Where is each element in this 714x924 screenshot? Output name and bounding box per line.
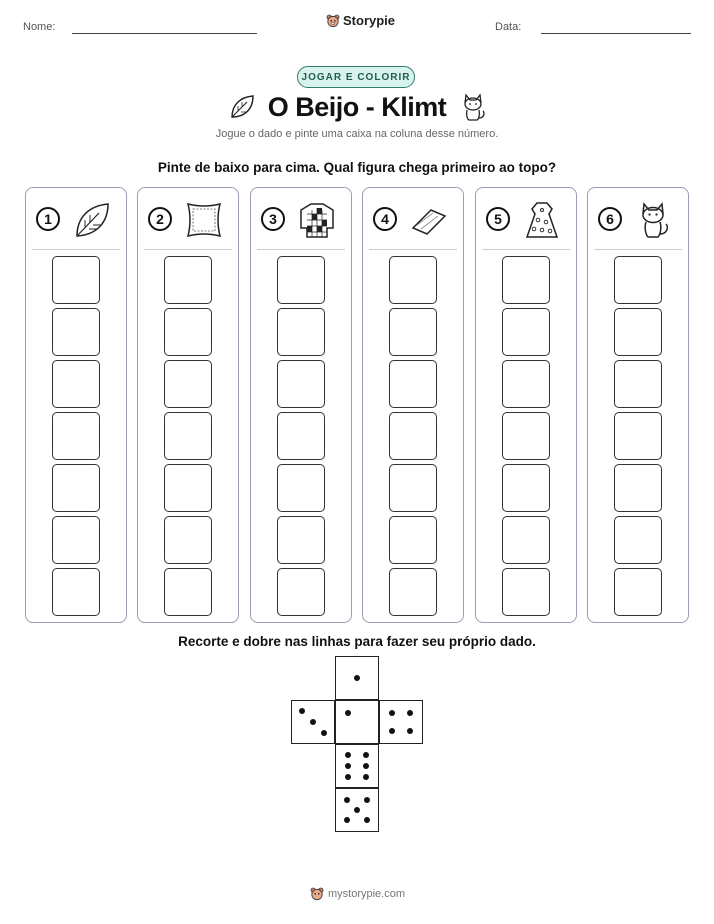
color-box[interactable]	[614, 516, 662, 564]
bear-icon	[326, 14, 340, 28]
column-number: 4	[373, 207, 397, 231]
sweater-icon	[297, 200, 337, 240]
column-6	[587, 187, 689, 623]
color-box[interactable]	[389, 360, 437, 408]
color-box[interactable]	[164, 360, 212, 408]
leaf-icon	[72, 200, 112, 240]
column-number: 6	[598, 207, 622, 231]
color-box[interactable]	[164, 308, 212, 356]
color-box[interactable]	[277, 360, 325, 408]
color-box[interactable]	[52, 568, 100, 616]
brand-logo	[326, 13, 395, 28]
column-number: 5	[486, 207, 510, 231]
date-label: Data:	[495, 21, 522, 33]
color-box[interactable]	[389, 464, 437, 512]
date-line[interactable]	[541, 33, 691, 34]
cat-icon	[458, 92, 488, 122]
column-1	[25, 187, 127, 623]
color-box[interactable]	[52, 412, 100, 460]
color-box[interactable]	[52, 464, 100, 512]
color-box[interactable]	[502, 516, 550, 564]
color-box[interactable]	[389, 412, 437, 460]
pillow-icon	[184, 200, 224, 240]
color-box[interactable]	[52, 360, 100, 408]
column-number: 3	[261, 207, 285, 231]
color-box[interactable]	[614, 464, 662, 512]
footer-url[interactable]: mystorypie.com	[328, 888, 406, 900]
category-badge: JOGAR E COLORIR	[297, 66, 415, 88]
column-number: 2	[148, 207, 172, 231]
color-box[interactable]	[389, 516, 437, 564]
color-box[interactable]	[277, 464, 325, 512]
color-box[interactable]	[164, 256, 212, 304]
column-number: 1	[36, 207, 60, 231]
color-box[interactable]	[277, 256, 325, 304]
cat-icon	[634, 200, 674, 240]
color-box[interactable]	[277, 516, 325, 564]
dice-face-6	[335, 744, 379, 788]
color-box[interactable]	[164, 412, 212, 460]
name-line[interactable]	[72, 33, 257, 34]
name-label: Nome:	[23, 21, 56, 33]
color-box[interactable]	[277, 412, 325, 460]
board-instruction: Pinte de baixo para cima. Qual figura chega primeiro ao topo?	[157, 160, 557, 175]
color-box[interactable]	[52, 516, 100, 564]
dice-instruction: Recorte e dobre nas linhas para fazer seu próprio dado.	[178, 634, 536, 649]
brand-name: Storypie	[343, 13, 396, 28]
color-box[interactable]	[52, 256, 100, 304]
color-box[interactable]	[614, 308, 662, 356]
color-box[interactable]	[164, 464, 212, 512]
color-box[interactable]	[389, 568, 437, 616]
dress-icon	[522, 200, 562, 240]
color-box[interactable]	[277, 568, 325, 616]
column-2	[137, 187, 239, 623]
dice-face-1	[335, 700, 379, 744]
page-subtitle: Jogue o dado e pinte uma caixa na coluna desse número.	[215, 128, 499, 140]
color-box[interactable]	[277, 308, 325, 356]
dice-face-5	[335, 788, 379, 832]
color-box[interactable]	[502, 360, 550, 408]
color-box[interactable]	[502, 464, 550, 512]
page-title: O Beijo - Klimt	[267, 92, 447, 122]
color-box[interactable]	[614, 568, 662, 616]
column-5	[475, 187, 577, 623]
color-box[interactable]	[389, 308, 437, 356]
color-box[interactable]	[614, 360, 662, 408]
column-3	[250, 187, 352, 623]
dice-face-4	[379, 700, 423, 744]
color-box[interactable]	[502, 308, 550, 356]
bear-icon	[310, 887, 324, 901]
color-box[interactable]	[614, 412, 662, 460]
color-box[interactable]	[614, 256, 662, 304]
color-box[interactable]	[164, 516, 212, 564]
color-box[interactable]	[164, 568, 212, 616]
column-4	[362, 187, 464, 623]
dice-face-1	[335, 656, 379, 700]
dice-face-3	[291, 700, 335, 744]
color-box[interactable]	[502, 256, 550, 304]
napkin-icon	[409, 200, 449, 240]
color-box[interactable]	[389, 256, 437, 304]
color-box[interactable]	[502, 568, 550, 616]
color-box[interactable]	[52, 308, 100, 356]
color-box[interactable]	[502, 412, 550, 460]
footer	[310, 887, 405, 901]
